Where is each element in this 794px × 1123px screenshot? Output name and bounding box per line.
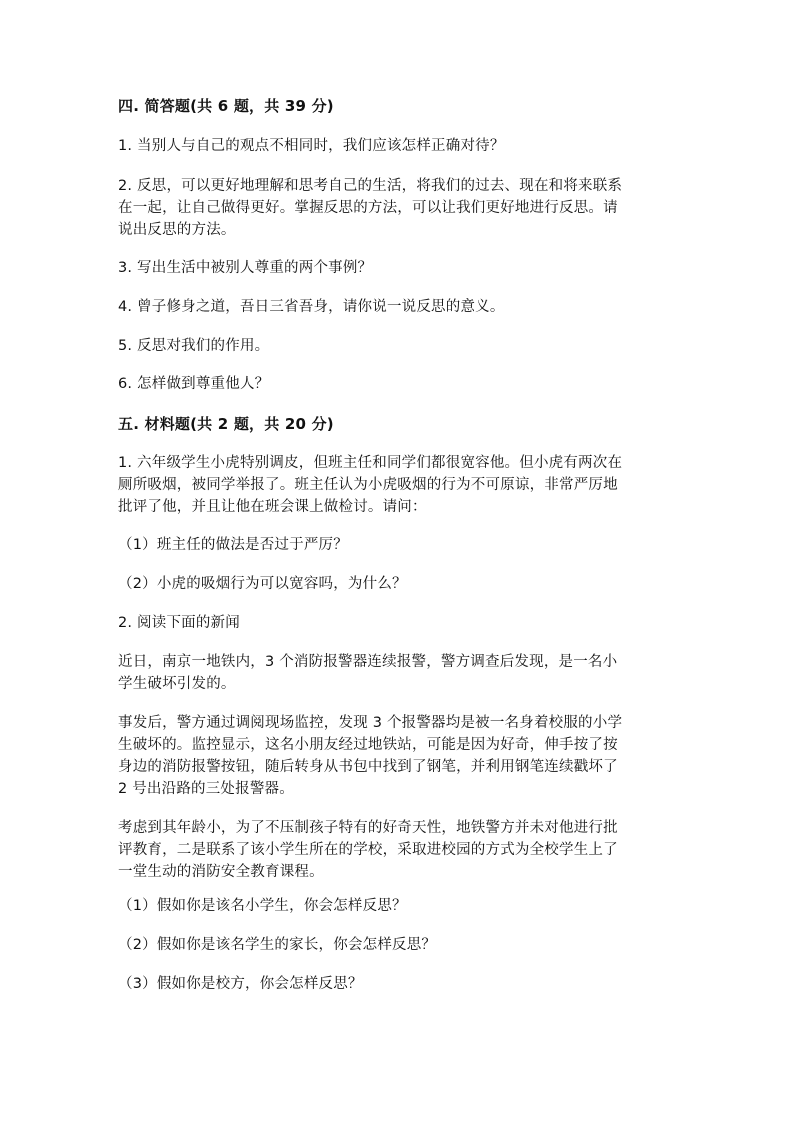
material-2-subquestion-3: （3）假如你是校方，你会怎样反思？ — [118, 976, 363, 992]
news-paragraph-3-line-1: 考虑到其年龄小，为了不压制孩子特有的好奇天性，地铁警方并未对他进行批 — [118, 820, 618, 836]
section-5-heading: 五. 材料题(共 2 题，共 20 分) — [118, 415, 334, 433]
news-paragraph-2-line-4: 2 号出沿路的三处报警器。 — [118, 781, 294, 797]
material-1-subquestion-2: （2）小虎的吸烟行为可以宽容吗，为什么？ — [118, 576, 407, 592]
material-1-subquestion-1: （1）班主任的做法是否过于严厉？ — [118, 537, 348, 553]
material-1-line-3: 批评了他，并且让他在班会课上做检讨。请问： — [118, 499, 427, 515]
question-1: 1. 当别人与自己的观点不相同时，我们应该怎样正确对待？ — [118, 138, 505, 154]
material-2-title: 2. 阅读下面的新闻 — [118, 615, 240, 631]
news-paragraph-1-line-2: 学生破坏引发的。 — [118, 676, 236, 692]
news-paragraph-1-line-1: 近日，南京一地铁内，3 个消防报警器连续报警，警方调查后发现，是一名小 — [118, 654, 618, 670]
question-4: 4. 曾子修身之道，吾日三省吾身，请你说一说反思的意义。 — [118, 299, 505, 315]
news-paragraph-2-line-1: 事发后，警方通过调阅现场监控，发现 3 个报警器均是被一名身着校服的小学 — [118, 715, 623, 731]
material-2-subquestion-2: （2）假如你是该名学生的家长，你会怎样反思？ — [118, 937, 437, 953]
material-2-subquestion-1: （1）假如你是该名小学生，你会怎样反思？ — [118, 898, 407, 914]
question-3: 3. 写出生活中被别人尊重的两个事例？ — [118, 260, 373, 276]
question-2-line-2: 在一起，让自己做得更好。掌握反思的方法，可以让我们更好地进行反思。请 — [118, 200, 618, 216]
news-paragraph-3-line-3: 一堂生动的消防安全教育课程。 — [118, 864, 324, 880]
section-4-heading: 四. 简答题(共 6 题，共 39 分) — [118, 97, 334, 115]
material-1-line-1: 1. 六年级学生小虎特别调皮，但班主任和同学们都很宽容他。但小虎有两次在 — [118, 455, 623, 471]
question-2-line-1: 2. 反思，可以更好地理解和思考自己的生活，将我们的过去、现在和将来联系 — [118, 178, 623, 194]
news-paragraph-2-line-2: 生破坏的。监控显示，这名小朋友经过地铁站，可能是因为好奇，伸手按了按 — [118, 737, 618, 753]
question-5: 5. 反思对我们的作用。 — [118, 338, 270, 354]
material-1-line-2: 厕所吸烟，被同学举报了。班主任认为小虎吸烟的行为不可原谅，非常严厉地 — [118, 477, 618, 493]
question-6: 6. 怎样做到尊重他人？ — [118, 376, 270, 392]
question-2-line-3: 说出反思的方法。 — [118, 222, 236, 238]
news-paragraph-3-line-2: 评教育，二是联系了该小学生所在的学校，采取进校园的方式为全校学生上了 — [118, 842, 618, 858]
news-paragraph-2-line-3: 身边的消防报警按钮，随后转身从书包中找到了钢笔，并利用钢笔连续戳坏了 — [118, 759, 618, 775]
